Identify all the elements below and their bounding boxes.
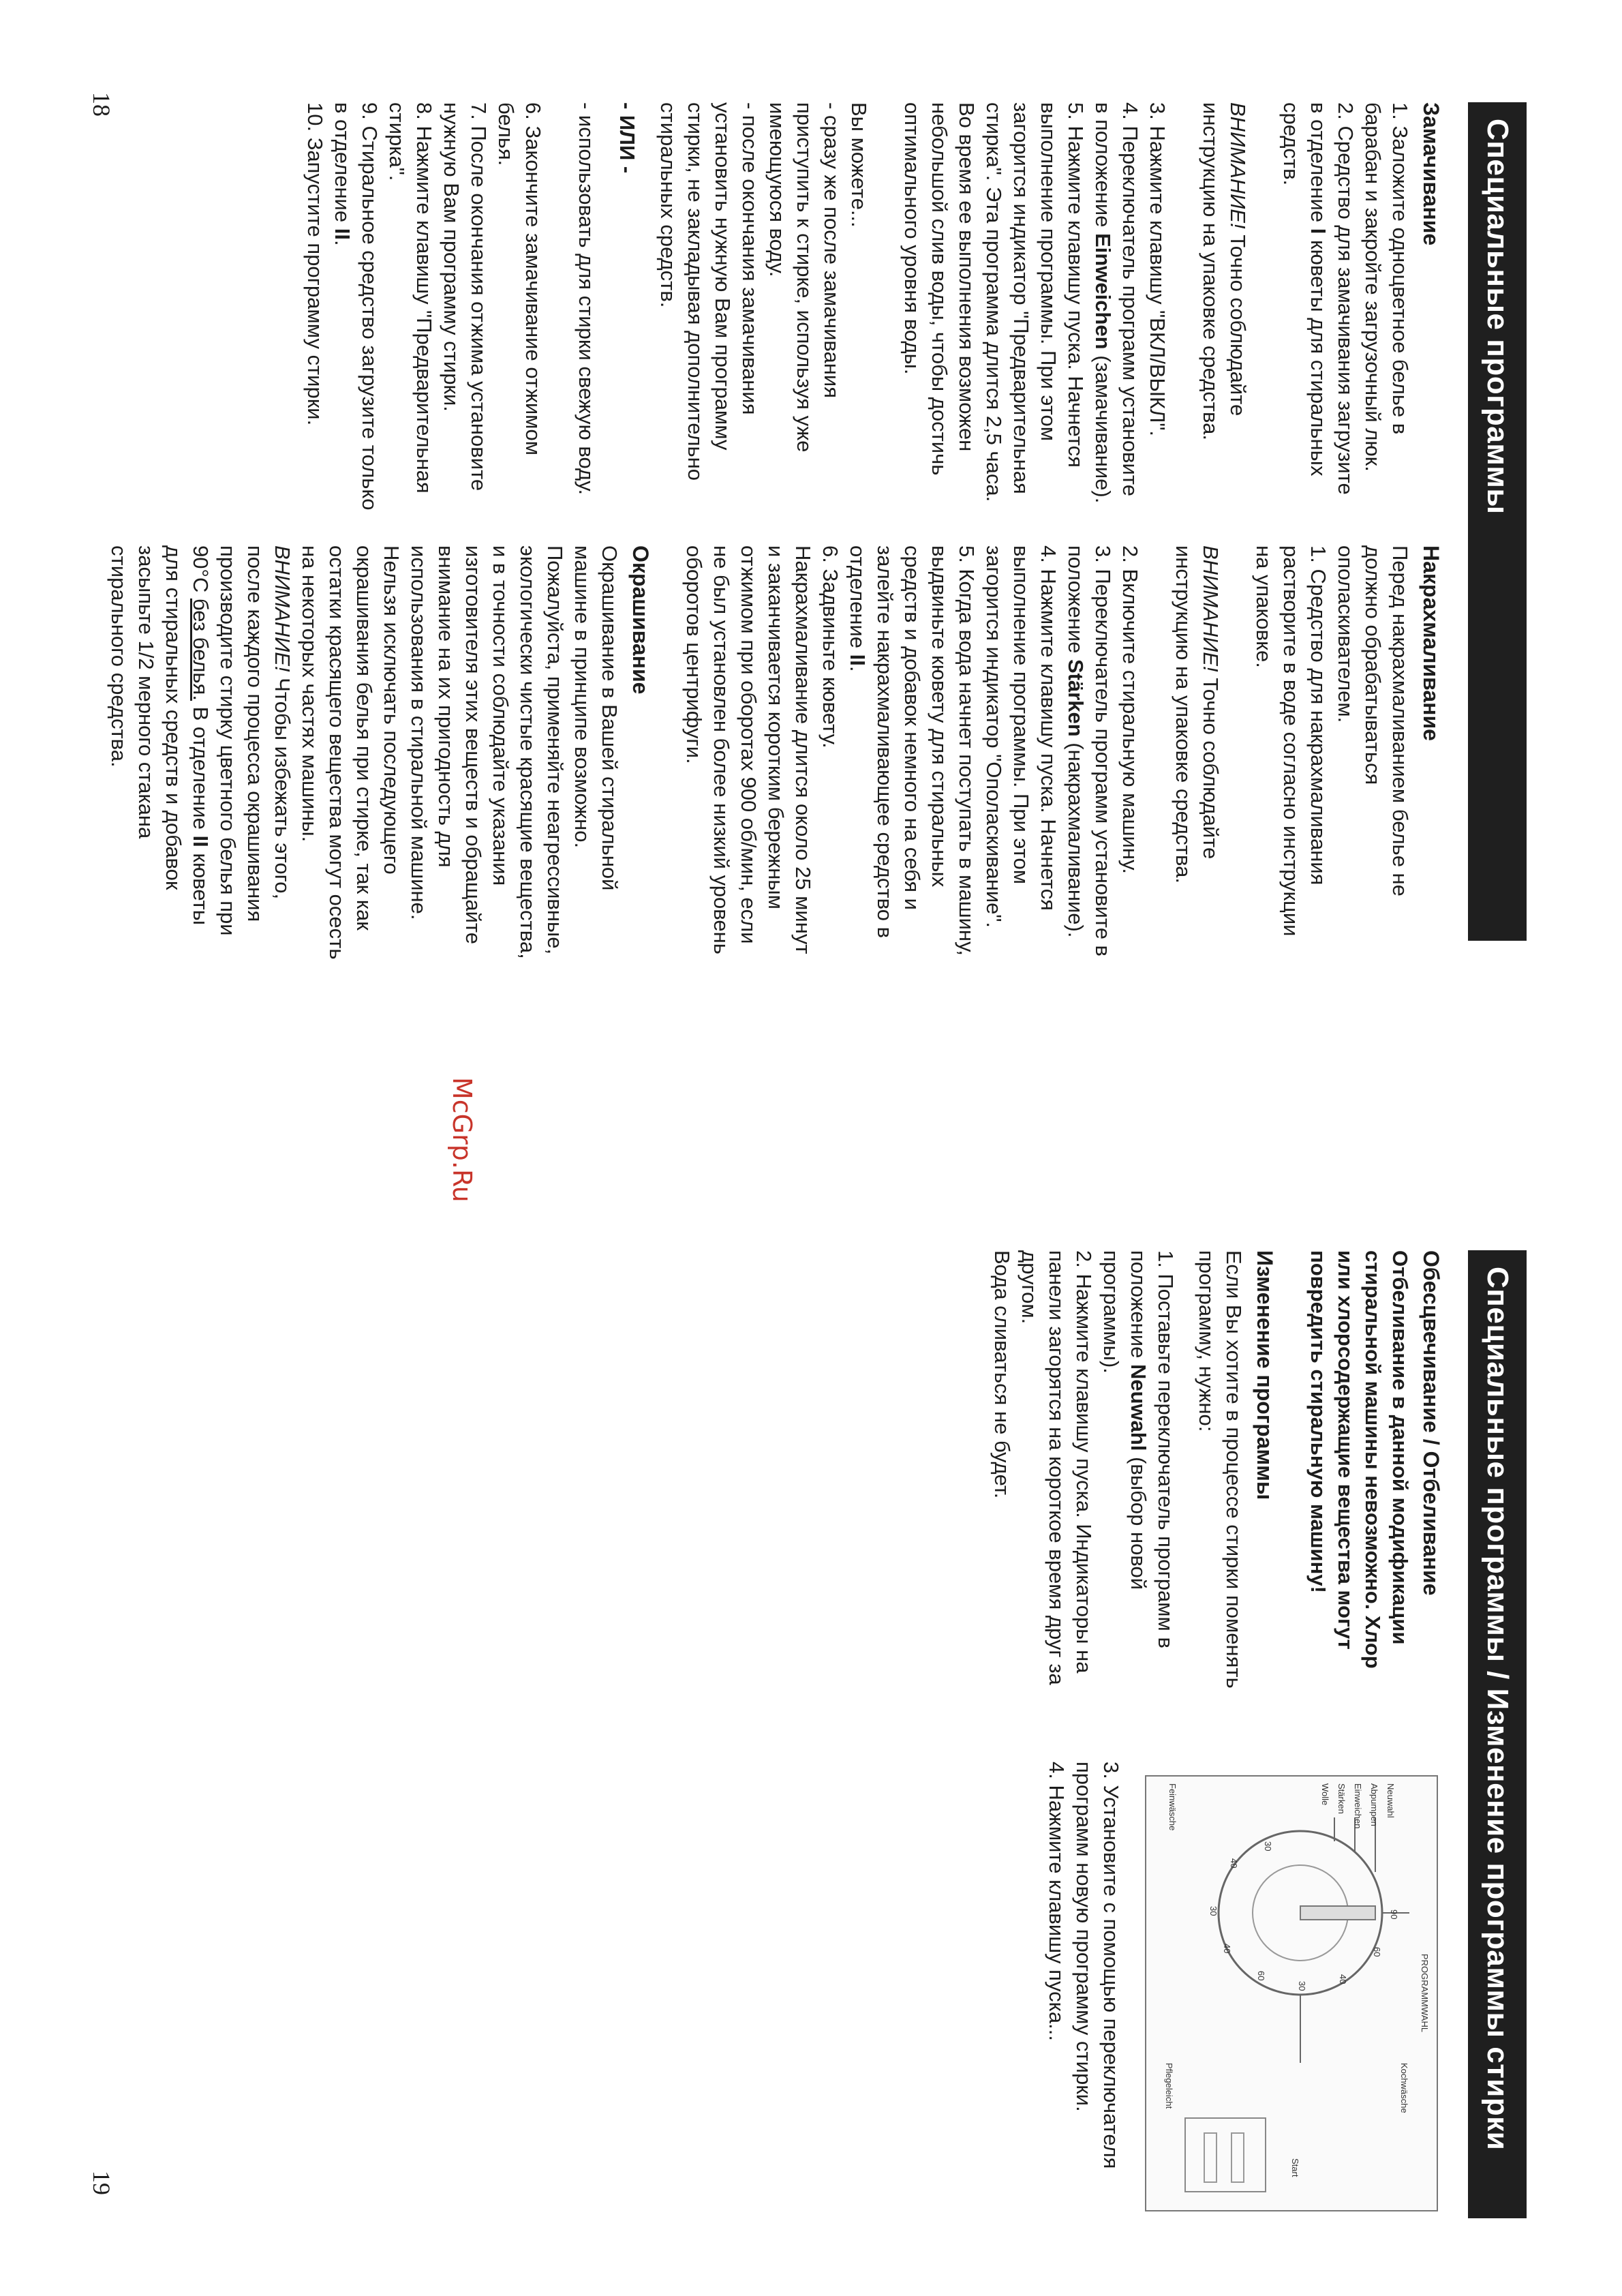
dial-temp: 60 — [1372, 1947, 1382, 1957]
dial-temp: 30 — [1208, 1906, 1219, 1916]
step: 3. Установите с помощью переключателя программ новую программу стирки. — [1072, 1762, 1123, 2169]
selector-label: Start — [1290, 2158, 1300, 2177]
attention-note: ВНИМАНИЕ! Точно соблюдайте инструкцию на упаковке средства. — [1172, 545, 1223, 883]
step: 3. Переключатель программ установите в положение Stärken (накрахмаливание). — [1064, 545, 1115, 957]
step: 3. Нажмите клавишу "ВКЛ/ВЫКЛ". — [1146, 102, 1169, 437]
paragraph: Пожалуйста, применяйте неагрессивные, экологически чистые красящие вещества, и в точности соблюдайте указания изготовителя этих веществ и обращайте внимание на их пригодность для использования в стиральной машине. — [407, 545, 567, 959]
dial-temp: 60 — [1256, 1971, 1266, 1981]
step: 1. Заложите одноцветное белье в барабан и закройте загрузочный люк. — [1361, 102, 1412, 472]
page-header: Специальные программы — [1468, 102, 1527, 941]
watermark: McGrp.Ru — [447, 1077, 477, 1203]
paragraph: Окрашивание в Вашей стиральной машине в принципе возможно. — [570, 545, 622, 891]
selector-label: Einweichen — [1353, 1783, 1363, 1829]
section-title-dyeing: Окрашивание — [628, 545, 653, 695]
indicator-icon — [1231, 2132, 1244, 2183]
section-title-starching: Накрахмаливание — [1419, 545, 1443, 741]
step: 1. Средство для накрахмаливания растворите в воде согласно инструкции на упаковке. — [1252, 545, 1330, 937]
step: 1. Поставьте переключатель программ в положение Neuwahl (выбор новой программы). — [1099, 1250, 1178, 1648]
section-title-bleaching: Обесцвечивание / Отбеливание — [1419, 1250, 1443, 1596]
option: - использовать для стирки свежую воду. — [575, 102, 598, 496]
note: Вода сливаться не будет. — [990, 1250, 1014, 1499]
indicator-icon — [1204, 2132, 1217, 2183]
column-bleach-and-change — [988, 1250, 1445, 1693]
selector-label: Kochwäsche — [1399, 2063, 1409, 2113]
selector-label: Stärken — [1336, 1783, 1347, 1814]
start-panel — [1184, 2117, 1266, 2192]
attention-note: ВНИМАНИЕ! Точно соблюдайте инструкцию на упаковке средства. — [1199, 102, 1250, 440]
section-title-soaking: Замачивание — [1419, 102, 1443, 246]
step: 7. После окончания отжима установите нужную Вам программу стирки. — [440, 102, 491, 492]
attention-note: ВНИМАНИЕ! Чтобы избежать этого, после каждого процесса окрашивания производите стирку цветного белья при 90°С без белья. В отделение II кюветы для стиральных средств и добавок засыпьте 1/2 мерного стакана стирального средства. — [107, 545, 294, 936]
step: 6. Задвиньте кювету. — [818, 545, 842, 749]
intro: Если Вы хотите в процессе стирки поменять программу, нужно: — [1195, 1250, 1246, 1689]
selector-label: Feinwäsche — [1167, 1783, 1178, 1831]
selector-label: Abpumpen — [1369, 1783, 1379, 1826]
intro: Перед накрахмаливанием белье не должно обрабатываться ополаскивателем. — [1334, 545, 1412, 896]
option: - сразу же после замачивания приступить к стирке, используя уже имеющуюся воду. — [765, 102, 844, 453]
dial-temp: 30 — [1263, 1841, 1273, 1852]
page-number: 18 — [88, 92, 115, 117]
note: Накрахмаливание длится около 25 минут и заканчивается коротким бережным отжимом при оборотах 900 об/мин, если не был установлен более низкий уровень оборотов центрифуги. — [682, 545, 815, 954]
step: 5. Когда вода начнет поступать в машину, выдвиньте кювету для стиральных средств и добавок немного на себя и залейте накрахмаливающее средство в отделение II. — [846, 545, 979, 956]
dial-temp: 90 — [1389, 1909, 1399, 1920]
or-label: - ИЛИ - — [615, 102, 639, 174]
dial-temp: 30 — [1297, 1981, 1307, 1991]
column-starching — [105, 545, 1445, 961]
dial-temp: 40 — [1222, 1944, 1232, 1954]
program-selector-diagram — [1145, 1775, 1438, 2211]
step: 4. Переключатель программ установите в положение Einweichen (замачивание). — [1091, 102, 1142, 504]
paragraph: Нельзя исключать последующего окрашивания белья при стирке, так как остатки красящего вещества могут осесть на некоторых частях машины. — [298, 545, 403, 960]
you-can: Вы можете... — [847, 102, 871, 228]
selector-title: PROGRAMMWAHL — [1420, 1954, 1430, 2033]
page-19 — [0, 1148, 1622, 2296]
step: 4. Нажмите клавишу пуска... — [1045, 1762, 1069, 2041]
step: 2. Нажмите клавишу пуска. Индикаторы на панели загорятся на короткое время друг за другом. — [1017, 1250, 1096, 1685]
warning: Отбеливание в данной модификации стиральной машины невозможно. Хлор или хлорсодержащие вещества могут повредить стиральную машину! — [1306, 1250, 1412, 1669]
step: 4. Нажмите клавишу пуска. Начнется выполнение программы. При этом загорится индикатор "Ополаскивание". — [982, 545, 1060, 928]
column-soaking — [301, 102, 1445, 511]
selector-label: Neuwahl — [1386, 1783, 1396, 1818]
step: 10. Запустите программу стирки. — [303, 102, 327, 426]
step: 2. Средство для замачивания загрузите в отделение I кюветы для стиральных средств. — [1279, 102, 1358, 495]
dial-temp: 40 — [1229, 1858, 1239, 1869]
column-change-steps — [1043, 1762, 1124, 2198]
step: 6. Закончите замачивание отжимом белья. — [494, 102, 545, 456]
page-number: 19 — [88, 2171, 115, 2195]
page-header: Специальные программы / Изменение программы стирки — [1468, 1250, 1527, 2218]
selector-label: Pflegeleicht — [1164, 2063, 1174, 2109]
option: - после окончания замачивания установить нужную Вам программу стирки, не закладывая дополнительно стиральных средств. — [656, 102, 762, 481]
step: 9. Стиральное средство загрузите только в отделение II. — [331, 102, 382, 511]
step: 5. Нажмите клавишу пуска. Начнется выполнение программы. При этом загорится индикатор "Предварительная стирка". Эта программа длится 2,5 часа. Во время ее выполнения возможен небольшой слив воды, чтобы достичь оптимального уровня воды. — [900, 102, 1088, 502]
dial-temp: 40 — [1338, 1974, 1348, 1984]
selector-label: Wolle — [1320, 1783, 1330, 1806]
step: 2. Включите стиральную машину. — [1118, 545, 1142, 874]
step: 8. Нажмите клавишу "Предварительная стирка". — [385, 102, 436, 494]
section-title-change-program: Изменение программы — [1253, 1250, 1277, 1500]
